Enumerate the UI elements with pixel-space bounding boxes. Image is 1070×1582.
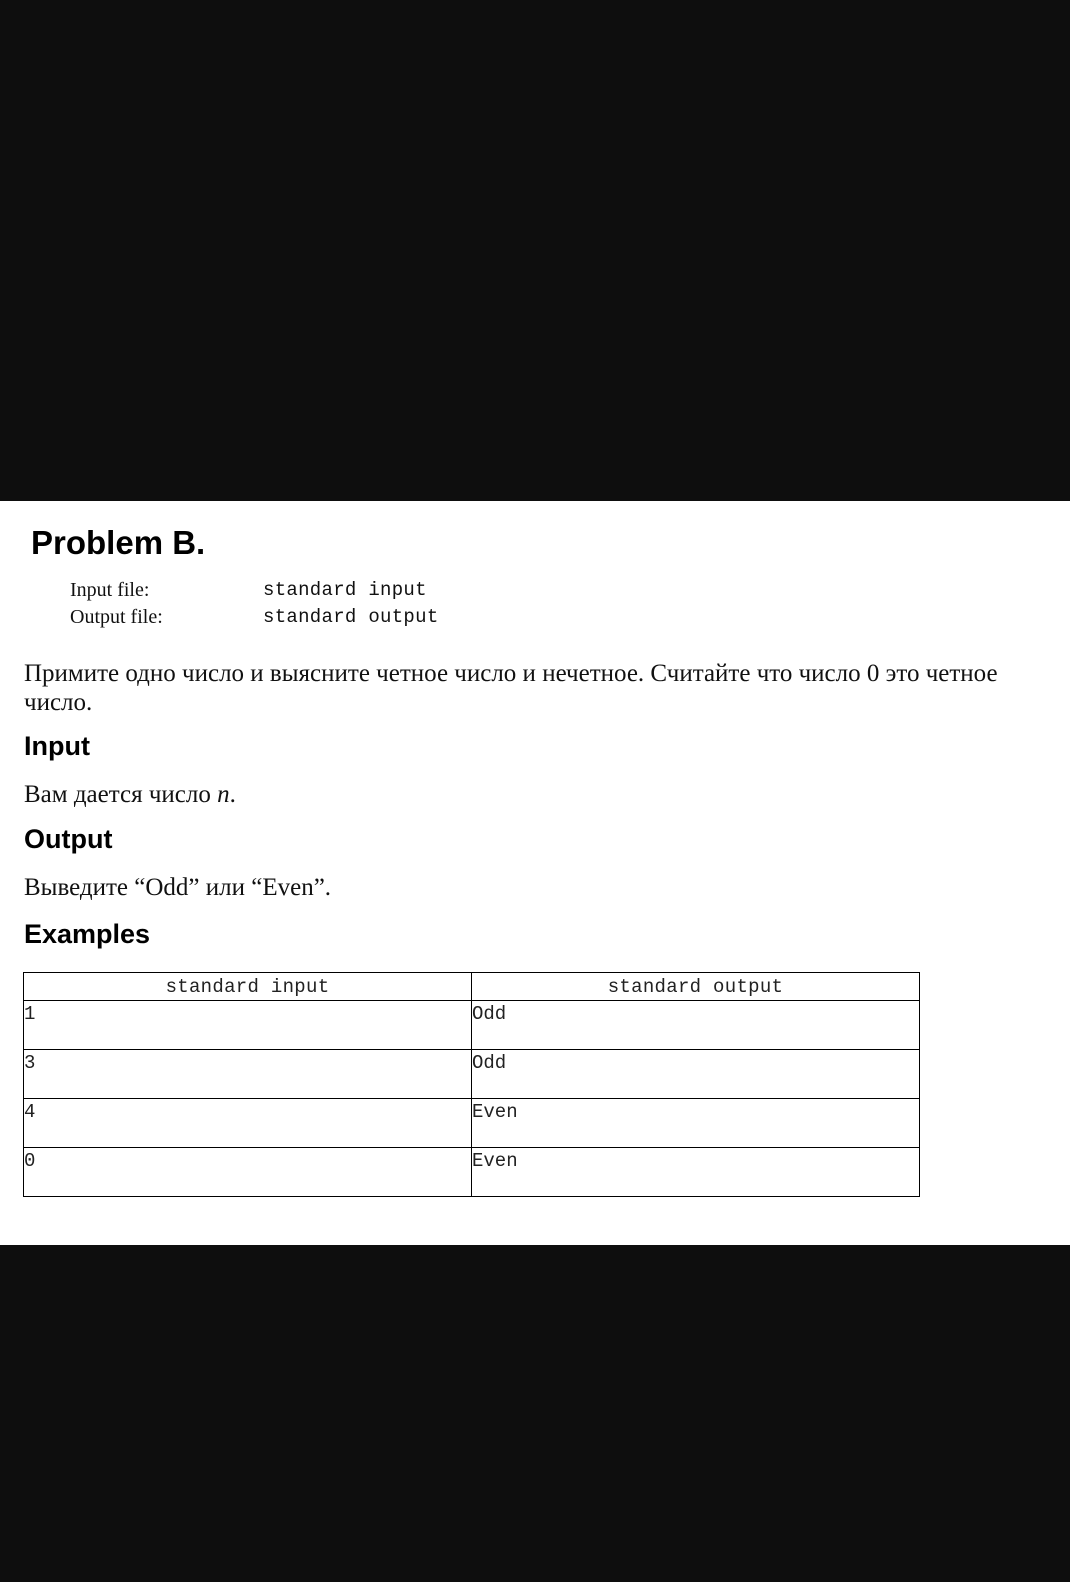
top-black-band [0, 0, 1070, 501]
output-file-label: Output file: [70, 606, 163, 628]
examples-heading: Examples [24, 919, 151, 949]
bottom-black-band [0, 1245, 1070, 1582]
input-text-prefix: Вам дается число [24, 781, 218, 808]
examples-header-row [24, 973, 920, 1001]
example-input-cell: 1 [24, 1001, 472, 1050]
input-file-label: Input file: [70, 579, 150, 601]
output-heading: Output [24, 824, 113, 854]
problem-statement: Примите одно число и выясните четное число и нечетное. Считайте что число 0 это четное число. [24, 660, 998, 716]
table-row [24, 1050, 920, 1099]
table-row [24, 1148, 920, 1197]
output-description: Выведите “Odd” или “Even”. [24, 874, 332, 901]
examples-table [23, 972, 920, 1197]
input-file-value: standard input [263, 579, 427, 601]
table-row [24, 1001, 920, 1050]
input-text-suffix: . [229, 781, 236, 808]
example-input-cell: 3 [24, 1050, 472, 1099]
example-input-cell: 0 [24, 1148, 472, 1197]
column-header-output: standard output [472, 973, 920, 1001]
problem-title: Problem B. [31, 524, 206, 561]
problem-document [0, 501, 1070, 1245]
table-row [24, 1099, 920, 1148]
example-output-cell: Even [472, 1099, 920, 1148]
input-heading: Input [24, 731, 90, 761]
example-input-cell: 4 [24, 1099, 472, 1148]
output-file-value: standard output [263, 606, 439, 628]
example-output-cell: Odd [472, 1050, 920, 1099]
example-output-cell: Even [472, 1148, 920, 1197]
input-variable: n [217, 781, 230, 808]
input-description [24, 780, 236, 809]
column-header-input: standard input [24, 973, 472, 1001]
example-output-cell: Odd [472, 1001, 920, 1050]
